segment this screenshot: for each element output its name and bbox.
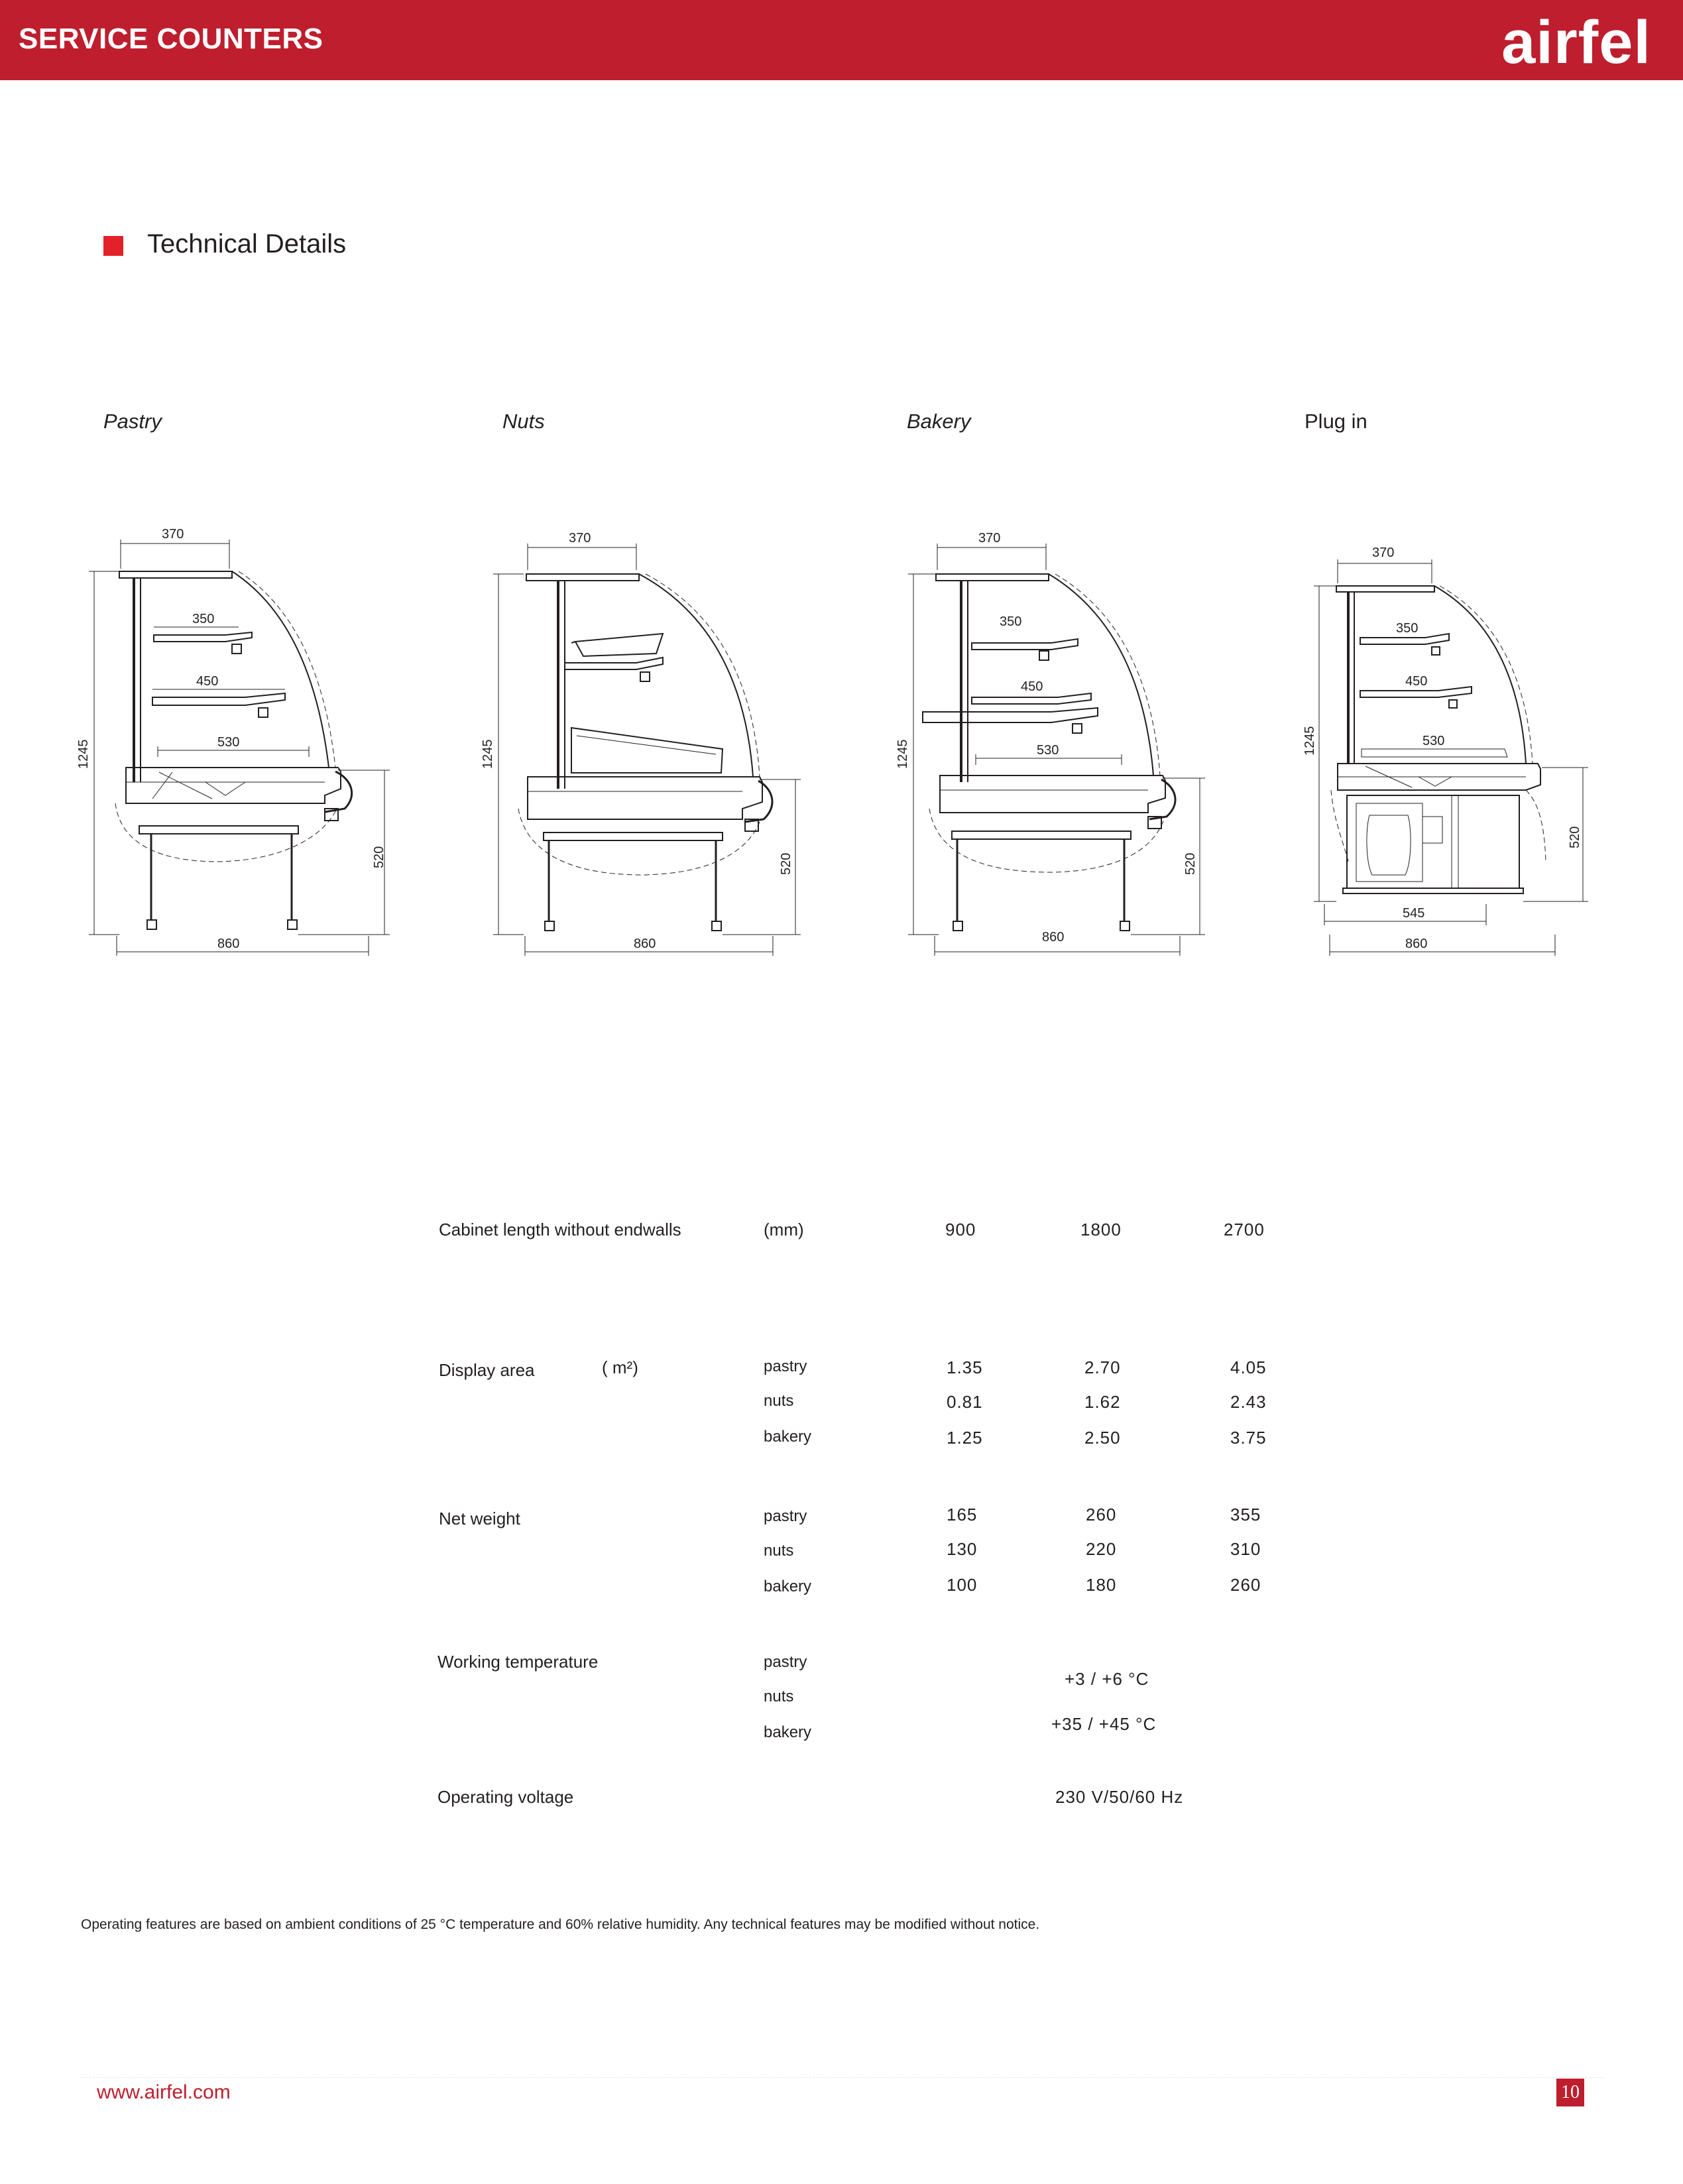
page-number-badge: 10 — [1556, 2079, 1584, 2106]
spec-label-cabinet: Cabinet length without endwalls — [439, 1220, 681, 1239]
brand-logo: airfel — [1501, 9, 1651, 76]
bakery-dim-base: 520 — [1183, 852, 1198, 875]
nuts-cross-section — [477, 517, 822, 968]
spec-label-temperature: Working temperature — [437, 1652, 599, 1672]
plug-in-dim-shelf2: 450 — [1405, 674, 1428, 689]
temperature-row-pastry: pastry — [764, 1653, 807, 1671]
display-pastry-3: 4.05 — [1230, 1357, 1267, 1377]
model-title-nuts: Nuts — [502, 410, 545, 433]
drawing-plug-in — [1293, 517, 1637, 968]
weight-bakery-2: 180 — [1086, 1575, 1117, 1595]
pastry-dim-shelf3: 530 — [217, 735, 240, 750]
plug-in-dim-height: 1245 — [1303, 726, 1317, 756]
cabinet-value-2: 1800 — [1080, 1220, 1122, 1239]
display-nuts-2: 1.62 — [1084, 1392, 1121, 1412]
weight-bakery-1: 100 — [947, 1575, 978, 1595]
display-nuts-1: 0.81 — [947, 1392, 983, 1412]
model-title-bakery: Bakery — [907, 410, 971, 433]
spec-label-voltage: Operating voltage — [437, 1787, 574, 1807]
temperature-value-warm: +35 / +45 °C — [1051, 1714, 1157, 1734]
weight-nuts-3: 310 — [1230, 1539, 1261, 1559]
spec-unit-cabinet: (mm) — [764, 1220, 804, 1239]
weight-pastry-1: 165 — [947, 1505, 978, 1524]
nuts-dim-width: 860 — [634, 937, 656, 951]
plug-in-dim-width: 860 — [1405, 937, 1428, 951]
plug-in-dim-base: 520 — [1568, 826, 1582, 848]
weight-nuts-1: 130 — [947, 1539, 978, 1559]
footnote: Operating features are based on ambient conditions of 25 °C temperature and 60% relative humidity. Any technical features may be modified without notice. — [81, 1917, 1040, 1932]
section-title: Technical Details — [147, 229, 347, 259]
cabinet-value-1: 900 — [945, 1220, 976, 1239]
plug-in-dim-inner: 545 — [1403, 906, 1425, 921]
display-pastry-1: 1.35 — [947, 1357, 983, 1377]
display-row-pastry: pastry — [764, 1357, 807, 1375]
voltage-value: 230 V/50/60 Hz — [1055, 1787, 1184, 1807]
spec-unit-display: ( m²) — [602, 1357, 638, 1377]
model-title-pastry: Pastry — [103, 410, 162, 433]
plug-in-cross-section — [1293, 517, 1637, 968]
plug-in-dim-top: 370 — [1372, 546, 1395, 560]
cabinet-value-3: 2700 — [1224, 1220, 1265, 1239]
pastry-dim-shelf2: 450 — [196, 674, 219, 689]
display-bakery-3: 3.75 — [1230, 1428, 1267, 1448]
display-pastry-2: 2.70 — [1084, 1357, 1121, 1377]
pastry-dim-top: 370 — [162, 527, 184, 542]
bakery-dim-height: 1245 — [896, 739, 910, 769]
display-bakery-1: 1.25 — [947, 1428, 983, 1448]
bakery-dim-shelf1: 350 — [1000, 614, 1022, 629]
bakery-cross-section — [886, 517, 1230, 968]
drawing-pastry — [73, 517, 418, 968]
spec-label-weight: Net weight — [439, 1509, 520, 1528]
temperature-row-bakery: bakery — [764, 1723, 812, 1741]
weight-bakery-3: 260 — [1230, 1575, 1261, 1595]
drawing-bakery — [886, 517, 1230, 968]
display-row-bakery: bakery — [764, 1428, 812, 1446]
pastry-cross-section — [73, 517, 418, 968]
weight-nuts-2: 220 — [1086, 1539, 1117, 1559]
pastry-dim-base: 520 — [372, 846, 386, 868]
temperature-row-nuts: nuts — [764, 1688, 794, 1705]
plug-in-dim-shelf3: 530 — [1422, 734, 1445, 748]
display-row-nuts: nuts — [764, 1392, 794, 1410]
footer-divider — [80, 2077, 1604, 2078]
drawing-nuts — [477, 517, 822, 968]
nuts-dim-base: 520 — [779, 852, 793, 875]
header-bar — [0, 0, 1683, 80]
nuts-dim-height: 1245 — [481, 739, 495, 769]
bakery-dim-top: 370 — [978, 531, 1001, 546]
weight-row-pastry: pastry — [764, 1507, 807, 1525]
spec-label-display: Display area — [439, 1360, 535, 1380]
pastry-dim-width: 860 — [217, 937, 240, 951]
header-title: SERVICE COUNTERS — [19, 23, 323, 55]
nuts-dim-top: 370 — [569, 531, 591, 546]
bakery-dim-width: 860 — [1042, 930, 1065, 945]
bakery-dim-shelf3: 530 — [1037, 743, 1059, 758]
model-title-plug-in: Plug in — [1305, 410, 1367, 433]
weight-pastry-2: 260 — [1086, 1505, 1117, 1524]
display-bakery-2: 2.50 — [1084, 1428, 1121, 1448]
display-nuts-3: 2.43 — [1230, 1392, 1267, 1412]
weight-pastry-3: 355 — [1230, 1505, 1261, 1524]
plug-in-dim-shelf1: 350 — [1396, 621, 1419, 636]
weight-row-nuts: nuts — [764, 1542, 794, 1560]
weight-row-bakery: bakery — [764, 1578, 812, 1595]
section-marker-icon — [103, 236, 123, 256]
pastry-dim-shelf1: 350 — [192, 612, 215, 626]
bakery-dim-shelf2: 450 — [1021, 679, 1043, 694]
footer-url-link[interactable]: www.airfel.com — [97, 2081, 231, 2103]
pastry-dim-height: 1245 — [76, 739, 91, 769]
temperature-value-cold: +3 / +6 °C — [1065, 1669, 1149, 1689]
